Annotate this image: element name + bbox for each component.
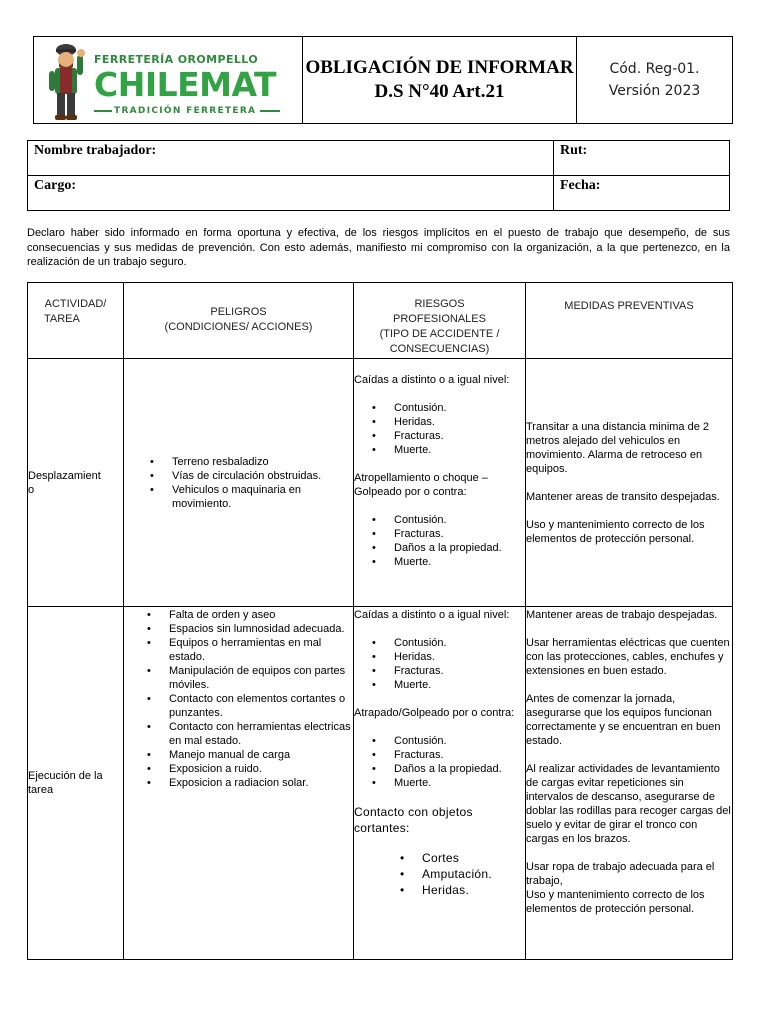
list-item: • Contusión. xyxy=(394,636,525,650)
list-item: • Manipulación de equipos con partes móviles. xyxy=(169,664,353,692)
activity-header-line-2: TAREA xyxy=(44,313,80,325)
activity-name: Desplazamiento xyxy=(28,469,101,496)
list-item: • Equipos o herramientas en mal estado. xyxy=(169,636,353,664)
logo-cell xyxy=(34,37,303,124)
list-item: • Fracturas. xyxy=(394,664,525,678)
risk-group-title: Atropellamiento o choque – Golpeado por o contra: xyxy=(354,472,488,498)
list-item: • Exposicion a ruido. xyxy=(169,762,353,776)
worker-info-form xyxy=(27,140,730,211)
list-item: • Espacios sin lumnosidad adecuada. xyxy=(169,622,353,636)
risk-consequence-list xyxy=(354,636,525,692)
hazards-list xyxy=(124,455,353,511)
declaration-text: Declaro haber sido informado en forma oportuna y efectiva, de los riesgos implícitos en el puesto de trabajo que desempeño, de sus consecuencias y sus medidas de prevención. Con esto además, manifiesto mi compromiso con la organización, a la que pertenezco, en la realización de un trabajo seguro. xyxy=(27,227,730,268)
list-item: • Vehiculos o maquinaria en movimiento. xyxy=(172,483,353,511)
hazards-cell xyxy=(124,607,354,960)
list-item: • Cortes xyxy=(422,850,525,866)
risk-consequence-list xyxy=(354,401,525,457)
col-header-measures xyxy=(526,283,733,359)
measure-text: Transitar a una distancia minima de 2 metros alejado del vehiculos en movimiento. Alarma de retroceso en equipos. xyxy=(526,420,710,475)
measure-text: Usar ropa de trabajo adecuada para el trabajo, xyxy=(526,861,715,887)
risk-consequence-list xyxy=(354,734,525,790)
risk-group-title: Atrapado/Golpeado por o contra: xyxy=(354,707,515,719)
list-item: • Muerte. xyxy=(394,443,525,457)
hazards-header-line-1: PELIGROS xyxy=(210,306,267,318)
measure-text: Uso y mantenimiento correcto de los elementos de protección personal. xyxy=(526,889,705,915)
brand-divider-right xyxy=(260,110,280,112)
list-item: • Daños a la propiedad. xyxy=(394,762,525,776)
risks-header-line-4: CONSECUENCIAS) xyxy=(389,343,490,355)
list-item: • Exposicion a radiacion solar. xyxy=(169,776,353,790)
position-field[interactable] xyxy=(28,176,554,211)
col-header-risks xyxy=(354,283,526,359)
measure-text: Mantener areas de transito despejadas. xyxy=(526,490,720,503)
worker-name-label: Nombre trabajador: xyxy=(34,143,157,158)
title-line-1: OBLIGACIÓN DE INFORMAR xyxy=(305,57,574,78)
risk-group-title: Caídas a distinto o a igual nivel: xyxy=(354,609,510,621)
measures-cell xyxy=(526,607,733,960)
measure-text: Mantener areas de trabajo despejadas. xyxy=(526,609,718,621)
date-field[interactable] xyxy=(554,176,730,211)
list-item: • Amputación. xyxy=(422,866,525,882)
rut-field[interactable] xyxy=(554,141,730,176)
list-item: • Contacto con elementos cortantes o punzantes. xyxy=(169,692,353,720)
activity-header-line-1: ACTIVIDAD/ xyxy=(44,298,107,310)
list-item: • Heridas. xyxy=(394,415,525,429)
list-item: • Manejo manual de carga xyxy=(169,748,353,762)
list-item: • Heridas. xyxy=(394,650,525,664)
list-item: • Vías de circulación obstruidas. xyxy=(172,469,353,483)
risk-table xyxy=(27,282,733,960)
rut-label: Rut: xyxy=(560,143,588,158)
list-item: • Contusión. xyxy=(394,513,525,527)
risk-group-title: Caídas a distinto o a igual nivel: xyxy=(354,374,510,386)
list-item: • Muerte. xyxy=(394,555,525,569)
company-logo xyxy=(34,37,302,123)
list-item: • Fracturas. xyxy=(394,527,525,541)
worker-name-field[interactable] xyxy=(28,141,554,176)
measure-text: Usar herramientas eléctricas que cuenten con las protecciones, cables, enchufes y extensiones en buen estado. xyxy=(526,637,730,677)
risks-header-line-1: RIESGOS xyxy=(414,298,465,310)
list-item: • Muerte. xyxy=(394,776,525,790)
list-item: • Fracturas. xyxy=(394,748,525,762)
date-label: Fecha: xyxy=(560,178,601,193)
col-header-activity xyxy=(28,283,124,359)
hazards-list xyxy=(124,608,353,790)
measure-text: Uso y mantenimiento correcto de los elementos de protección personal. xyxy=(526,518,705,545)
document-header xyxy=(33,36,733,124)
activity-cell xyxy=(28,607,124,960)
list-item: • Contusión. xyxy=(394,401,525,415)
table-row xyxy=(28,359,733,607)
hazards-header-line-2: (CONDICIONES/ ACCIONES) xyxy=(164,321,313,333)
measure-text: Antes de comenzar la jornada, asegurarse que los equipos funcionan correctamente y se encuentran en buen estado. xyxy=(526,693,721,747)
hazards-cell xyxy=(124,359,354,607)
position-label: Cargo: xyxy=(34,178,76,193)
list-item: • Falta de orden y aseo xyxy=(169,608,353,622)
risks-header-line-2: PROFESIONALES xyxy=(393,313,486,325)
risk-consequence-list xyxy=(354,513,525,569)
title-line-2: D.S N°40 Art.21 xyxy=(374,81,505,102)
measures-cell xyxy=(526,359,733,607)
measures-header: MEDIDAS PREVENTIVAS xyxy=(564,300,694,312)
document-version: Versión 2023 xyxy=(608,83,701,99)
document-code-cell xyxy=(577,37,733,124)
col-header-hazards xyxy=(124,283,354,359)
risk-group-title: Contacto con objetos cortantes: xyxy=(354,805,473,835)
table-header-row xyxy=(28,283,733,359)
risks-cell xyxy=(354,359,526,607)
list-item: • Contacto con herramientas electricas en mal estado. xyxy=(169,720,353,748)
list-item: • Contusión. xyxy=(394,734,525,748)
brand-main-text: CHILEMAT xyxy=(94,65,277,104)
brand-divider-left xyxy=(94,110,112,112)
table-row xyxy=(28,607,733,960)
document-code: Cód. Reg-01. xyxy=(609,61,700,77)
activity-cell xyxy=(28,359,124,607)
list-item: • Daños a la propiedad. xyxy=(394,541,525,555)
brand-tagline: TRADICIÓN FERRETERA xyxy=(114,106,257,116)
list-item: • Fracturas. xyxy=(394,429,525,443)
document-title xyxy=(303,37,577,124)
risks-cell xyxy=(354,607,526,960)
measure-text: Al realizar actividades de levantamiento de cargas evitar repeticiones sin intervalos de descanso, asegurarse de doblar las rodillas para recoger cargas del suelo y evitar de girar el tronco con cargas en los brazos. xyxy=(526,763,731,845)
mascot-icon xyxy=(48,41,92,123)
list-item: • Terreno resbaladizo xyxy=(172,455,353,469)
brand-top-text: FERRETERÍA OROMPELLO xyxy=(94,53,259,66)
risks-header-line-3: (TIPO DE ACCIDENTE / xyxy=(379,328,500,340)
activity-name: Ejecución de la tarea xyxy=(28,770,103,796)
list-item: • Muerte. xyxy=(394,678,525,692)
list-item: • Heridas. xyxy=(422,882,525,898)
risk-consequence-list xyxy=(354,850,525,898)
